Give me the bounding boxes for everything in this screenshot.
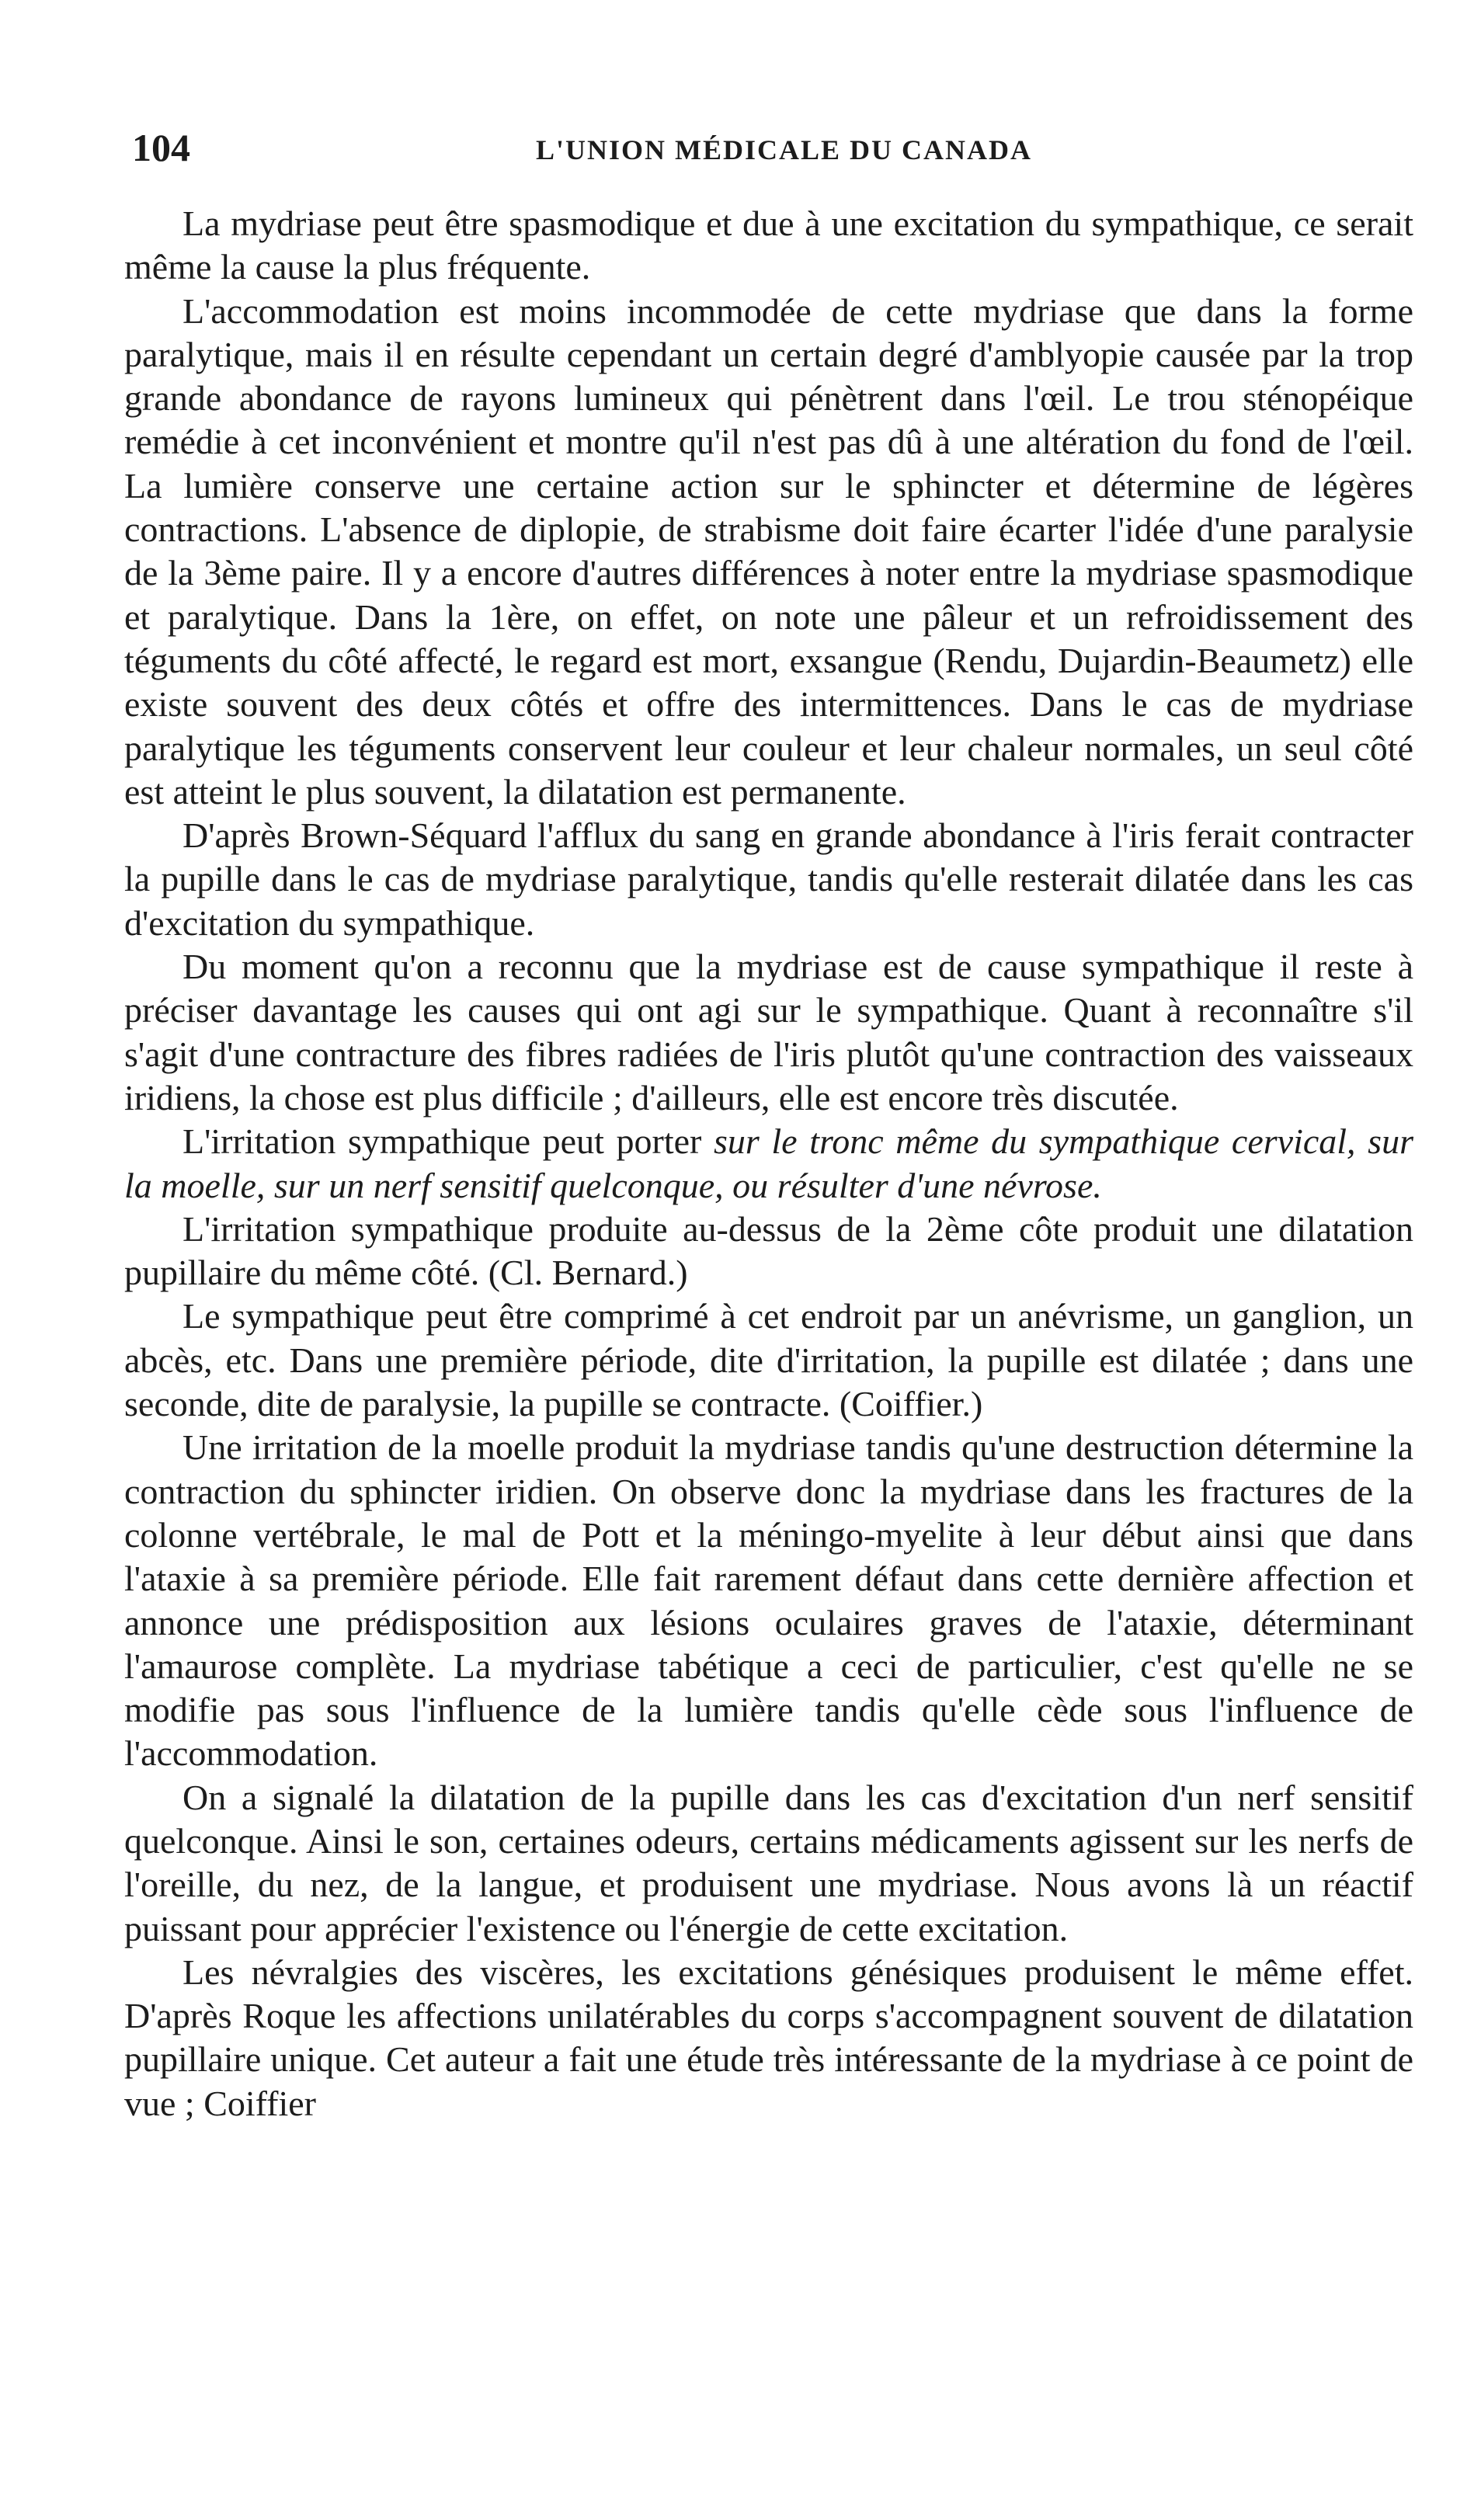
paragraph-text: Le sympathique peut être comprimé à cet endroit par un anévrisme, un ganglion, un abcès, etc. Dans une première période, dite d'irritation, la pupille est dilatée ; dans une seconde, dite de paralysie, la pupille se contracte. (Coiffier.)	[124, 1296, 1413, 1424]
running-head	[132, 124, 1406, 186]
paragraph	[124, 290, 1413, 815]
paragraph-text: L'accommodation est moins incommodée de cette mydriase que dans la forme paralytique, mais il en résulte cependant un certain degré d'amblyopie causée par la trop grande abondance de rayons lumineux qui pénètrent dans l'œil. Le trou sténopéique remédie à cet inconvénient et montre qu'il n'est pas dû à une altération du fond de l'œil. La lumière conserve une certaine action sur le sphincter et détermine de légères contractions. L'absence de diplopie, de strabisme doit faire écarter l'idée d'une paralysie de la 3ème paire. Il y a encore d'autres différences à noter entre la mydriase spasmodique et paralytique. Dans la 1ère, on effet, on note une pâleur et un refroidissement des téguments du côté affecté, le regard est mort, exsangue (Rendu, Dujardin-Beaumetz) elle existe souvent des deux côtés et offre des intermittences. Dans le cas de mydriase paralytique les téguments conservent leur couleur et leur chaleur normales, un seul côté est atteint le plus souvent, la dilatation est permanente.	[124, 290, 1413, 812]
paragraph-text: L'irritation sympathique produite au-dessus de la 2ème côte produit une dilatation pupillaire du même côté. (Cl. Bernard.)	[124, 1208, 1413, 1293]
journal-title: L'UNION MÉDICALE DU CANADA	[536, 134, 1033, 165]
paragraph-text: L'irritation sympathique peut porter	[183, 1121, 714, 1162]
paragraph-text: D'après Brown-Séquard l'afflux du sang en grande abondance à l'iris ferait contracter la pupille dans le cas de mydriase paralytique, tandis qu'elle resterait dilatée dans les cas d'excitation du sympathique.	[124, 815, 1413, 943]
body-text	[124, 202, 1413, 2125]
paragraph-text: Une irritation de la moelle produit la mydriase tandis qu'une destruction détermine la contraction du sphincter iridien. On observe donc la mydriase dans les fractures de la colonne vertébrale, le mal de Pott et la méningo-myelite à leur début ainsi que dans l'ataxie à sa première période. Elle fait rarement défaut dans cette dernière affection et annonce une prédisposition aux lésions oculaires graves de l'ataxie, déterminant l'amaurose complète. La mydriase tabétique a ceci de particulier, c'est qu'elle ne se modifie pas sous l'influence de la lumière tandis qu'elle cède sous l'influence de l'accommodation.	[124, 1427, 1413, 1774]
paragraph	[124, 1776, 1413, 1951]
paragraph	[124, 1120, 1413, 1208]
paragraph	[124, 945, 1413, 1120]
paragraph-text: Les névralgies des viscères, les excitations génésiques produisent le même effet. D'après Roque les affections unilatérables du corps s'accompagnent souvent de dilatation pupillaire unique. Cet auteur a fait une étude très intéressante de la mydriase à ce point de vue ; Coiffier	[124, 1952, 1413, 2123]
paragraph	[124, 814, 1413, 945]
paragraph	[124, 1426, 1413, 1775]
paragraph	[124, 1295, 1413, 1426]
paragraph-italic-text: sur le tronc même du sympathique cervical, sur la moelle, sur un nerf sensitif quelconque, ou résulter d'une névrose.	[124, 1121, 1413, 1205]
page-number: 104	[132, 126, 190, 169]
paragraph	[124, 1951, 1413, 2125]
paragraph-text: La mydriase peut être spasmodique et due à une excitation du sympathique, ce serait même la cause la plus fréquente.	[124, 203, 1413, 287]
paragraph	[124, 1208, 1413, 1295]
paragraph-text: Du moment qu'on a reconnu que la mydriase est de cause sympathique il reste à préciser davantage les causes qui ont agi sur le sympathique. Quant à reconnaître s'il s'agit d'une contracture des fibres radiées de l'iris plutôt qu'une contraction des vaisseaux iridiens, la chose est plus difficile ; d'ailleurs, elle est encore très discutée.	[124, 947, 1413, 1117]
paragraph-text: On a signalé la dilatation de la pupille dans les cas d'excitation d'un nerf sensitif quelconque. Ainsi le son, certaines odeurs, certains médicaments agissent sur les nerfs de l'oreille, du nez, de la langue, et produisent une mydriase. Nous avons là un réactif puissant pour apprécier l'existence ou l'énergie de cette excitation.	[124, 1777, 1413, 1948]
paragraph	[124, 202, 1413, 290]
